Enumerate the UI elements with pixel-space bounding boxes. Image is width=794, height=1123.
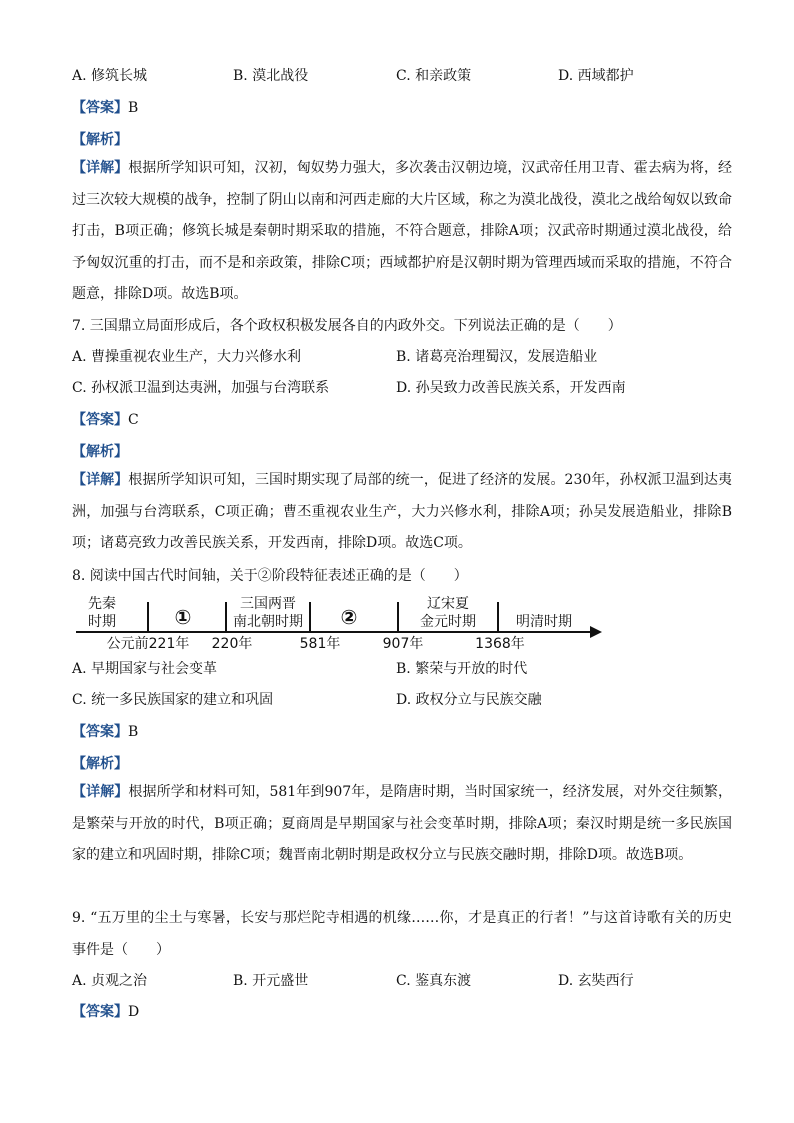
q8-option-b: B. 繁荣与开放的时代 [396,661,528,677]
period-label: 先秦 [88,596,116,612]
q7-option-d: D. 孙吴致力改善民族关系，开发西南 [396,380,626,396]
q7-stem: 7. 三国鼎立局面形成后，各个政权积极发展各自的内政外交。下列说法正确的是（ ） [72,318,622,334]
detail-text: 根据所学知识可知，汉初，匈奴势力强大，多次袭击汉朝边境，汉武帝任用卫青、霍去病为将，经过三次较大规模的战争，控制了阴山以南和河西走廊的大片区域，称之为漠北战役，漠北之战给匈奴以致命打击，B项正确；修筑长城是秦朝时期采取的措施，不符合题意，排除A项；汉武帝时期通过漠北战役，给予匈奴沉重的打击，而不是和亲政策，排除C项；西域都护府是汉朝时期为管理西域而采取的措施，不符合题意，排除D项。故选B项。 [72,160,733,302]
q6-option-d: D. 西域都护 [558,68,634,84]
q7-option-c: C. 孙权派卫温到达夷洲，加强与台湾联系 [72,380,330,396]
q8-answer [72,722,138,742]
answer-tag: 【答案】 [72,100,128,116]
answer-tag: 【答案】 [72,412,128,428]
period-label: 辽宋夏 [427,596,469,612]
q9-option-d: D. 玄奘西行 [558,973,634,989]
answer-value: C [128,412,139,428]
detail-text: 根据所学和材料可知，581年到907年，是隋唐时期，当时国家统一，经济发展，对外交往频繁，是繁荣与开放的时代，B项正确；夏商周是早期国家与社会变革时期，排除A项；秦汉时期是统一多民族国家的建立和巩固时期，排除C项；魏晋南北朝时期是政权分立与民族交融时期，排除D项。故选B项。 [72,784,732,863]
period-marker-2: ② [340,605,358,629]
period-label: 三国两晋 [240,596,296,612]
detail-tag: 【详解】 [72,784,129,800]
q9-option-a: A. 贞观之治 [72,973,148,989]
analysis-tag: 【解析】 [72,756,128,772]
q7-analysis-heading [72,442,128,462]
q6-analysis-heading [72,130,128,150]
period-label: 金元时期 [420,614,476,630]
answer-value: B [128,724,139,740]
q8-analysis-heading [72,754,128,774]
period-label: 南北朝时期 [233,614,303,630]
history-timeline [72,592,612,652]
analysis-tag: 【解析】 [72,444,128,460]
q7-option-a: A. 曹操重视农业生产，大力兴修水利 [72,349,302,365]
q7-answer [72,410,139,430]
year-label: 581年 [299,636,341,652]
q6-answer [72,98,138,118]
analysis-tag: 【解析】 [72,132,128,148]
answer-tag: 【答案】 [72,724,128,740]
year-label: 1368年 [475,636,525,652]
q6-detail [72,153,732,311]
q7-detail [72,465,732,560]
period-label: 明清时期 [516,614,572,630]
q6-option-b: B. 漠北战役 [233,68,309,84]
period-marker-1: ① [174,605,192,629]
q8-detail [72,777,732,872]
year-label: 公元前221年 [106,636,190,652]
detail-text: 根据所学知识可知，三国时期实现了局部的统一，促进了经济的发展。230年，孙权派卫温到达夷洲，加强与台湾联系，C项正确；曹丕重视农业生产，大力兴修水利，排除A项；孙吴发展造船业，排除B项；诸葛亮致力改善民族关系，开发西南，排除D项。故选C项。 [72,472,732,551]
timeline-arrow-icon [590,626,602,638]
answer-value: D [128,1004,140,1020]
q9-option-c: C. 鉴真东渡 [396,973,472,989]
year-label: 220年 [211,636,253,652]
q9-stem: 9. “五万里的尘土与寒暑，长安与那烂陀寺相遇的机缘……你，才是真正的行者！”与这首诗歌有关的历史事件是（ ） [72,910,732,958]
q6-option-c: C. 和亲政策 [396,68,472,84]
q7-option-b: B. 诸葛亮治理蜀汉，发展造船业 [396,349,598,365]
answer-value: B [128,100,139,116]
period-label: 时期 [88,614,116,630]
detail-tag: 【详解】 [72,472,129,488]
year-label: 907年 [382,636,424,652]
q9-answer [72,1002,139,1022]
q8-option-c: C. 统一多民族国家的建立和巩固 [72,692,274,708]
q8-option-a: A. 早期国家与社会变革 [72,661,218,677]
q8-option-d: D. 政权分立与民族交融 [396,692,542,708]
detail-tag: 【详解】 [72,160,129,176]
q6-option-a: A. 修筑长城 [72,68,148,84]
q9-option-b: B. 开元盛世 [233,973,309,989]
answer-tag: 【答案】 [72,1004,128,1020]
q8-stem: 8. 阅读中国古代时间轴，关于②阶段特征表述正确的是（ ） [72,568,468,584]
